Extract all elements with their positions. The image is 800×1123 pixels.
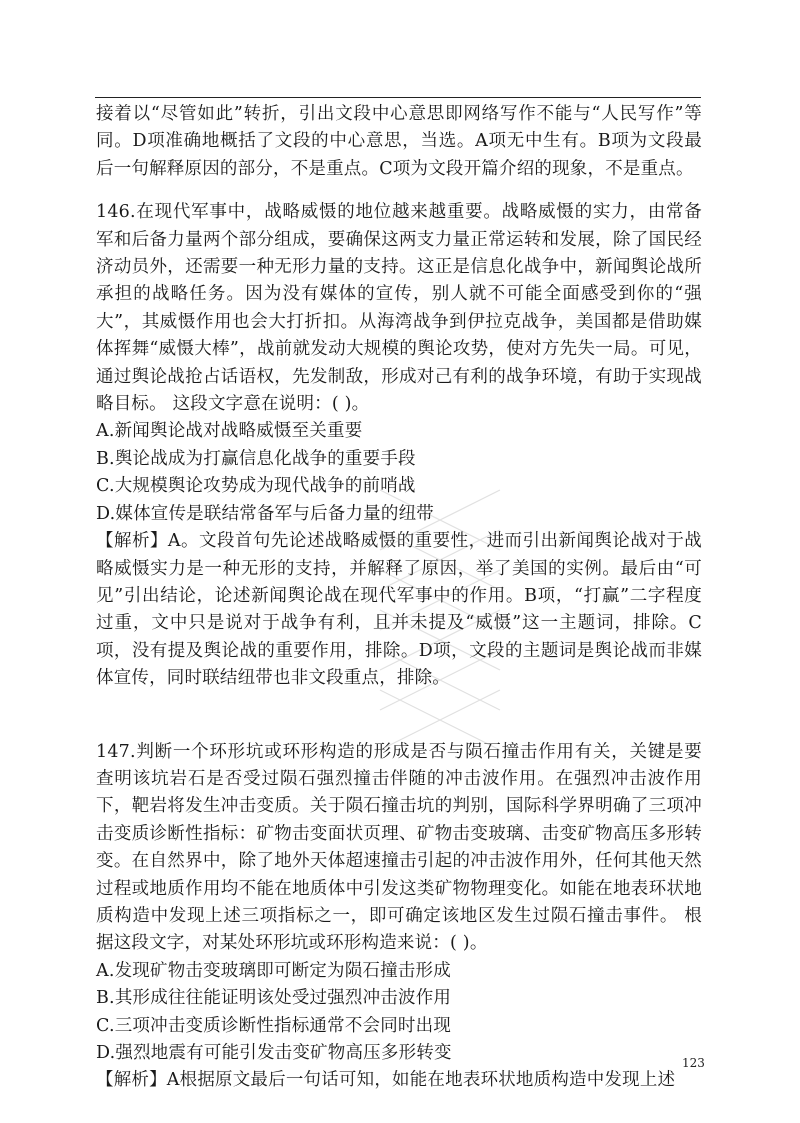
intro-paragraph: 接着以“尽管如此”转折，引出文段中心意思即网络写作不能与“人民写作”等同。D项准确地概括了文段的中心意思，当选。A项无中生有。B项为文段最后一句解释原因的部分，不是重点。C项为文段开篇介绍的现象，不是重点。 (96, 104, 702, 179)
question-146-option-b: B.舆论战成为打赢信息化战争的重要手段 (96, 448, 416, 469)
question-147-stem: 147.判断一个环形坑或环形构造的形成是否与陨石撞击作用有关，关键是要查明该坑岩石是否受过陨石强烈撞击伴随的冲击波作用。在强烈冲击波作用下，靶岩将发生冲击变质。关于陨石撞击坑的判别，国际科学界明确了三项冲击变质诊断性指标：矿物击变面状页理、矿物击变玻璃、击变矿物高压多形转变。在自然界中，除了地外天体超速撞击引起的冲击波作用外，任何其他天然过程或地质作用均不能在地质体中引发这类矿物物理变化。如能在地表环状地质构造中发现上述三项指标之一，即可确定该地区发生过陨石撞击事件。 根据这段文字，对某处环形坑或环形构造来说：( )。 (96, 741, 702, 954)
header-rule (95, 97, 701, 98)
page-number: 123 (682, 1056, 705, 1070)
question-147-option-b: B.其形成往往能证明该处受过强烈冲击波作用 (96, 988, 452, 1009)
question-147-option-a: A.发现矿物击变玻璃即可断定为陨石撞击形成 (96, 960, 451, 981)
question-146 (96, 199, 702, 692)
page-content (96, 101, 702, 1095)
question-146-option-c: C.大规模舆论攻势成为现代战争的前哨战 (96, 476, 416, 497)
question-147-option-d: D.强烈地震有可能引发击变矿物高压多形转变 (96, 1043, 452, 1063)
question-146-analysis: 【解析】A。文段首句先论述战略威慑的重要性，进而引出新闻舆论战对于战略威慑实力是一种无形的支持，并解释了原因，举了美国的实例。最后由“可见”引出结论，论述新闻舆论战在现代军事中的作用。B项，“打赢”二字程度过重，文中只是说对于战争有利，且并未提及“威慑”这一主题词，排除。C项，没有提及舆论战的重要作用，排除。D项，文段的主题词是舆论战而非媒体宣传，同时联结纽带也非文段重点，排除。 (96, 531, 702, 689)
question-147-option-c: C.三项冲击变质诊断性指标通常不会同时出现 (96, 1015, 452, 1036)
question-147-analysis: 【解析】A根据原文最后一句话可知，如能在地表环状地质构造中发现上述 (96, 1070, 676, 1091)
question-146-option-a: A.新闻舆论战对战略威慑至关重要 (96, 421, 363, 442)
question-146-stem: 146.在现代军事中，战略威慑的地位越来越重要。战略威慑的实力，由常备军和后备力量两个部分组成，要确保这两支力量正常运转和发展，除了国民经济动员外，还需要一种无形力量的支持。这正是信息化战争中，新闻舆论战所承担的战略任务。因为没有媒体的宣传，别人就不可能全面感受到你的“强大”，其威慑作用也会大打折扣。从海湾战争到伊拉克战争，美国都是借助媒体挥舞“威慑大棒”，战前就发动大规模的舆论攻势，使对方先失一局。可见，通过舆论战抢占话语权，先发制敌，形成对己有利的战争环境，有助于实现战略目标。 这段文字意在说明：( )。 (96, 202, 702, 415)
question-146-option-d: D.媒体宣传是联结常备军与后备力量的纽带 (96, 503, 434, 524)
question-147 (96, 739, 702, 1095)
